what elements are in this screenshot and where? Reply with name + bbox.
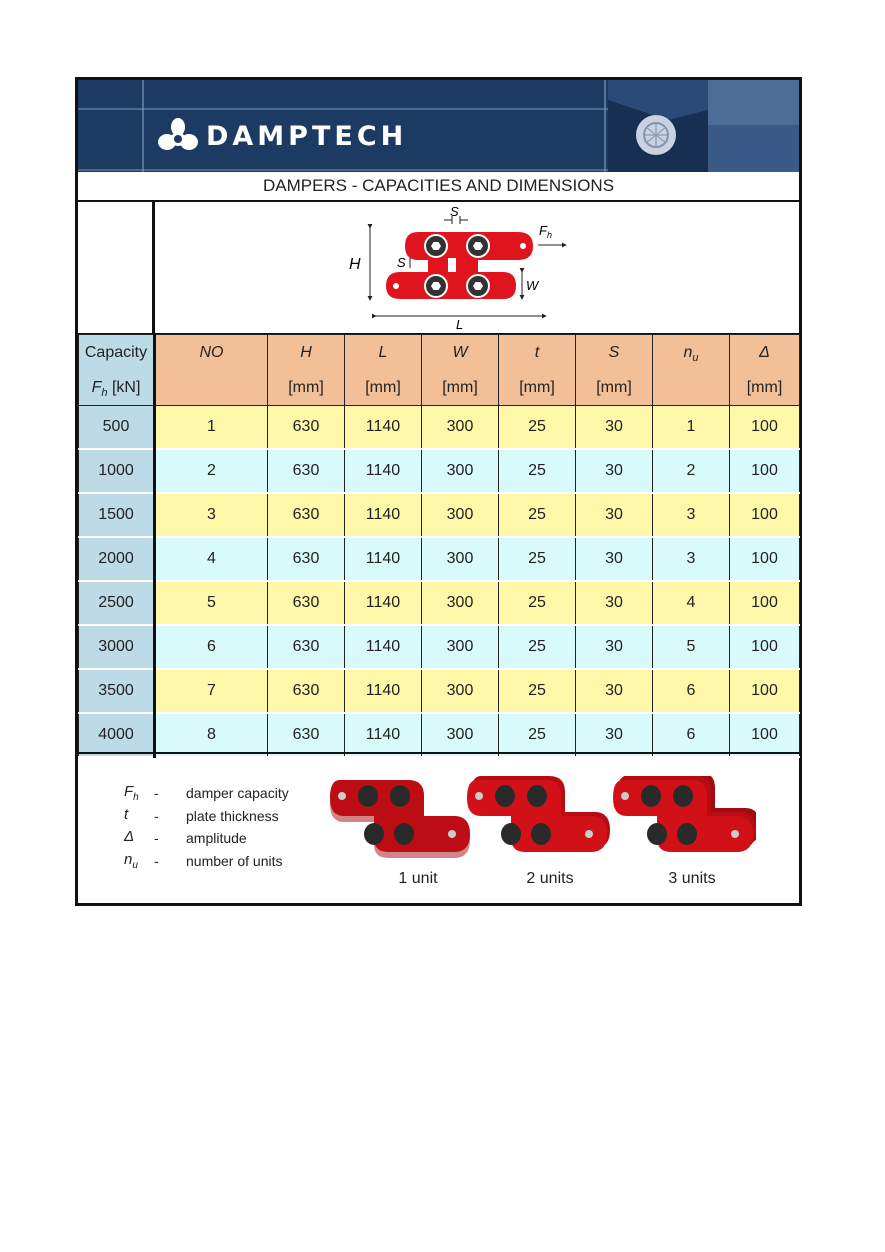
table-cell: 1140: [345, 406, 422, 450]
legend-dash: -: [154, 830, 159, 847]
capacity-table: [78, 334, 800, 758]
table-cell: 630: [268, 406, 345, 450]
legend-dash: -: [154, 807, 159, 824]
legend-item: [124, 782, 289, 805]
table-cell: 25: [499, 493, 576, 537]
legend-item: [124, 805, 289, 828]
table-cell: 1140: [345, 581, 422, 625]
header-l: L [mm]: [345, 335, 422, 406]
table-cell: 2: [155, 449, 268, 493]
table-cell: 5: [653, 625, 730, 669]
capacity-cell: 2500: [79, 581, 155, 625]
diagram-row: [78, 202, 799, 336]
table-cell: 1140: [345, 713, 422, 757]
table-cell: 300: [422, 537, 499, 581]
table-cell: 30: [576, 406, 653, 450]
header-nu: $n_u$: [653, 335, 730, 406]
logo-icon: [158, 117, 198, 155]
header-h: H [mm]: [268, 335, 345, 406]
legend-text: plate thickness: [186, 807, 279, 824]
dim-fh: $F_h$: [539, 223, 552, 240]
table-cell: 3: [653, 537, 730, 581]
capacity-cell: 4000: [79, 713, 155, 757]
table-row: [79, 406, 800, 450]
table-cell: 30: [576, 449, 653, 493]
table-row: [79, 449, 800, 493]
table-cell: 25: [499, 537, 576, 581]
table-cell: 3: [155, 493, 268, 537]
table-row: [79, 581, 800, 625]
legend-text: amplitude: [186, 830, 247, 847]
table-cell: 30: [576, 493, 653, 537]
table-cell: 6: [155, 625, 268, 669]
legend-symbol: Δ: [124, 828, 135, 846]
table-cell: 1140: [345, 625, 422, 669]
table-cell: 100: [730, 581, 800, 625]
header-w: W [mm]: [422, 335, 499, 406]
table-cell: 1140: [345, 493, 422, 537]
legend-symbol: t: [124, 805, 129, 823]
table-cell: 100: [730, 537, 800, 581]
capacity-cell: 2000: [79, 537, 155, 581]
capacity-cell: 1500: [79, 493, 155, 537]
table-cell: 300: [422, 581, 499, 625]
damptech-logo: [158, 116, 407, 156]
table-cell: 25: [499, 406, 576, 450]
table-row: [79, 493, 800, 537]
dim-h: H: [349, 256, 361, 273]
table-cell: 7: [155, 669, 268, 713]
table-cell: 25: [499, 625, 576, 669]
diagram-left-cell: [78, 202, 155, 333]
table-cell: 630: [268, 493, 345, 537]
table-cell: 300: [422, 669, 499, 713]
legend-item: [124, 850, 289, 873]
capacity-cell: 3000: [79, 625, 155, 669]
damper-dimension-diagram: [348, 206, 608, 330]
dim-s-top: S: [450, 206, 459, 219]
table-cell: 300: [422, 406, 499, 450]
damper-3-units-image: [611, 776, 756, 868]
legend-dash: -: [154, 785, 159, 802]
table-cell: 100: [730, 493, 800, 537]
legend-dash: -: [154, 852, 159, 869]
table-cell: 1: [155, 406, 268, 450]
unit-caption-2: 2 units: [526, 870, 574, 887]
page-title: DAMPERS - CAPACITIES AND DIMENSIONS: [78, 172, 799, 202]
table-cell: 3: [653, 493, 730, 537]
table-cell: 1140: [345, 669, 422, 713]
table-cell: 100: [730, 625, 800, 669]
table-row: [79, 625, 800, 669]
table-cell: 100: [730, 449, 800, 493]
header-t: t [mm]: [499, 335, 576, 406]
table-cell: 2: [653, 449, 730, 493]
header-delta: Δ [mm]: [730, 335, 800, 406]
legend-symbol: $F_h$: [124, 783, 139, 804]
capacity-cell: 3500: [79, 669, 155, 713]
table-cell: 4: [155, 537, 268, 581]
table-cell: 30: [576, 581, 653, 625]
dim-s-side: S: [397, 255, 406, 270]
table-cell: 25: [499, 713, 576, 757]
datasheet: [75, 77, 802, 906]
table-cell: 25: [499, 581, 576, 625]
header-no: NO: [155, 335, 268, 406]
table-cell: 1140: [345, 449, 422, 493]
header-capacity: Capacity $F_h$ [kN]: [79, 335, 155, 406]
table-cell: 630: [268, 713, 345, 757]
unit-caption-3: 3 units: [668, 870, 716, 887]
table-cell: 630: [268, 581, 345, 625]
table-cell: 5: [155, 581, 268, 625]
header-banner: [78, 80, 799, 172]
table-row: [79, 713, 800, 757]
legend-text: number of units: [186, 852, 283, 869]
header-s: S [mm]: [576, 335, 653, 406]
table-cell: 6: [653, 669, 730, 713]
table-cell: 30: [576, 537, 653, 581]
table-header-row: [79, 335, 800, 406]
legend-symbol: $n_u$: [124, 850, 138, 871]
table-cell: 630: [268, 537, 345, 581]
table-cell: 30: [576, 625, 653, 669]
table-cell: 1: [653, 406, 730, 450]
table-cell: 300: [422, 625, 499, 669]
brand-name: DAMPTECH: [206, 120, 408, 152]
legend-section: [78, 752, 799, 906]
table-cell: 8: [155, 713, 268, 757]
table-row: [79, 669, 800, 713]
table-cell: 300: [422, 493, 499, 537]
legend-item: [124, 827, 289, 850]
banner-graphic: [608, 80, 799, 172]
table-cell: 25: [499, 449, 576, 493]
legend: [124, 782, 289, 872]
legend-text: damper capacity: [186, 785, 289, 802]
table-body: [79, 406, 800, 758]
capacity-cell: 500: [79, 406, 155, 450]
table-cell: 100: [730, 406, 800, 450]
damper-2-units-image: [465, 776, 610, 868]
dim-l: L: [456, 317, 464, 330]
table-cell: 300: [422, 713, 499, 757]
table-cell: 6: [653, 713, 730, 757]
table-cell: 4: [653, 581, 730, 625]
table-cell: 25: [499, 669, 576, 713]
table-cell: 630: [268, 625, 345, 669]
table-cell: 300: [422, 449, 499, 493]
table-row: [79, 537, 800, 581]
table-cell: 30: [576, 669, 653, 713]
table-cell: 1140: [345, 537, 422, 581]
table-cell: 100: [730, 713, 800, 757]
dim-w: W: [526, 278, 539, 293]
table-cell: 630: [268, 449, 345, 493]
damper-1-unit-image: [328, 776, 473, 868]
capacity-cell: 1000: [79, 449, 155, 493]
unit-caption-1: 1 unit: [398, 870, 438, 887]
table-cell: 630: [268, 669, 345, 713]
table-cell: 30: [576, 713, 653, 757]
table-cell: 100: [730, 669, 800, 713]
